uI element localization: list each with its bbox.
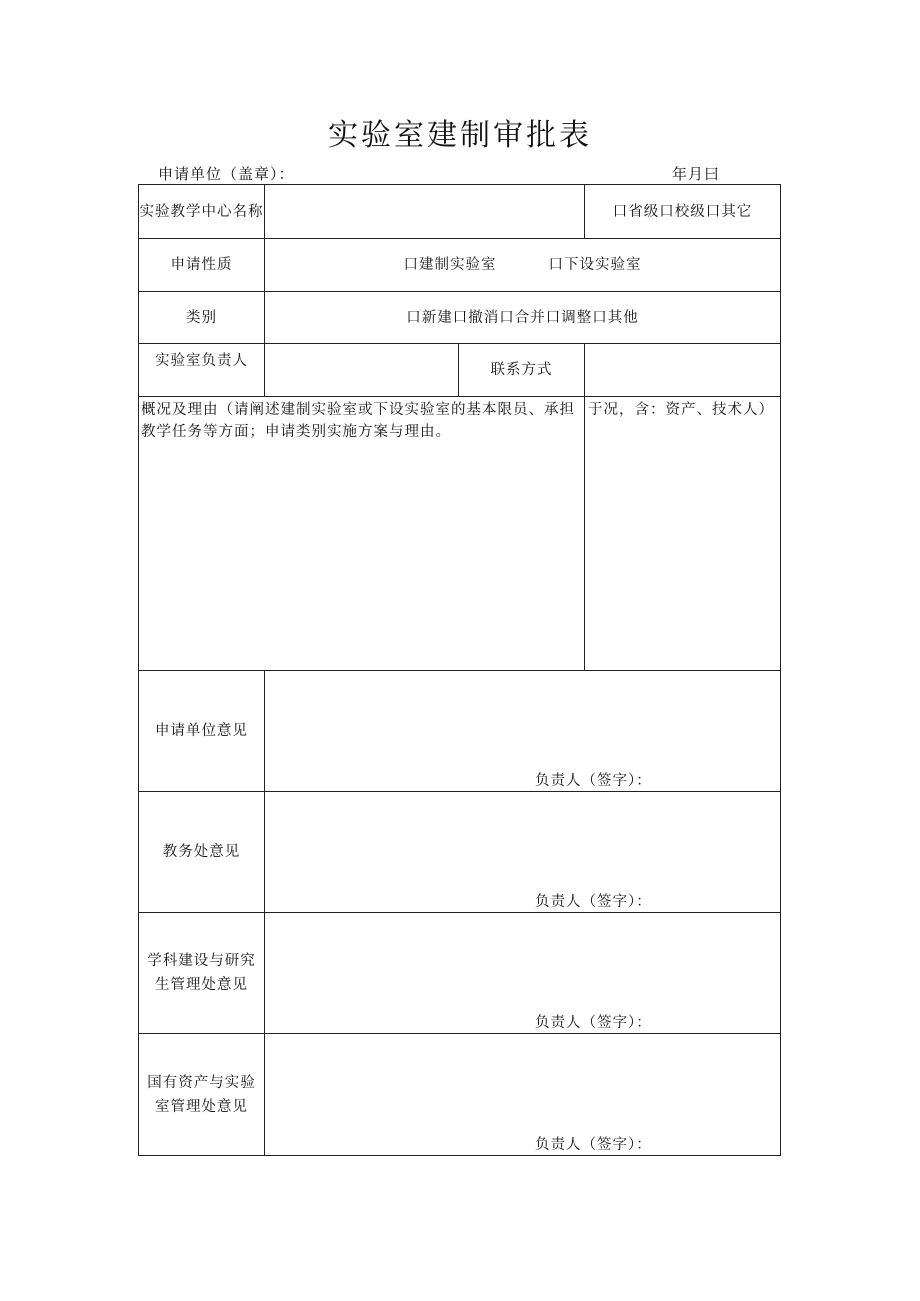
opinion-label-discipline: 学科建设与研究生管理处意见 [139, 913, 265, 1034]
lab-head-field[interactable] [265, 344, 459, 397]
center-name-row [139, 185, 781, 239]
contact-field[interactable] [585, 344, 781, 397]
opinion-field-academic-affairs[interactable] [265, 792, 781, 913]
opinion-label-assets: 国有资产与实验室管理处意见 [139, 1034, 265, 1156]
opinion-field-applicant[interactable] [265, 671, 781, 792]
opinion-field-discipline[interactable] [265, 913, 781, 1034]
center-name-label: 实验教学中心名称 [139, 185, 265, 239]
opinion-row-discipline [139, 913, 781, 1034]
nature-option-established-lab[interactable]: 口建制实验室 [403, 257, 497, 273]
opinion-label-applicant: 申请单位意见 [139, 671, 265, 792]
approval-form-table [138, 184, 781, 1156]
signer-label: 负责人（签字）： [535, 1137, 652, 1153]
date-label: 年月曰 [672, 165, 721, 183]
nature-options [265, 239, 781, 292]
center-name-field[interactable] [265, 185, 585, 239]
signer-label: 负责人（签字）： [535, 1015, 652, 1031]
nature-row [139, 239, 781, 292]
category-row [139, 292, 781, 344]
reason-text[interactable]: 概况及理由（请阐述建制实验室或下设实验室的基本限员、承担教学任务等方面；申请类别实施方案与理由。 [139, 397, 585, 671]
level-options[interactable]: 口省级口校级口其它 [585, 185, 781, 239]
nature-option-sub-lab[interactable]: 口下设实验室 [548, 257, 642, 273]
signer-label: 负责人（签字）： [535, 773, 652, 789]
opinion-label-academic-affairs: 教务处意见 [139, 792, 265, 913]
category-label: 类别 [139, 292, 265, 344]
nature-label: 申请性质 [139, 239, 265, 292]
category-options[interactable]: 口新建口撤消口合并口调整口其他 [265, 292, 781, 344]
opinion-row-applicant [139, 671, 781, 792]
reason-extra-text[interactable]: 于况，含：资产、技术人） [585, 397, 781, 671]
lab-head-label: 实验室负责人 [139, 344, 265, 397]
signer-label: 负责人（签字）： [535, 894, 652, 910]
applicant-unit-label: 申请单位（盖章）： [158, 165, 295, 183]
contact-label: 联系方式 [459, 344, 585, 397]
opinion-field-assets[interactable] [265, 1034, 781, 1156]
reason-row [139, 397, 781, 671]
opinion-row-assets [139, 1034, 781, 1156]
opinion-row-academic-affairs [139, 792, 781, 913]
lab-head-row [139, 344, 781, 397]
form-title: 实验室建制审批表 [328, 118, 592, 153]
